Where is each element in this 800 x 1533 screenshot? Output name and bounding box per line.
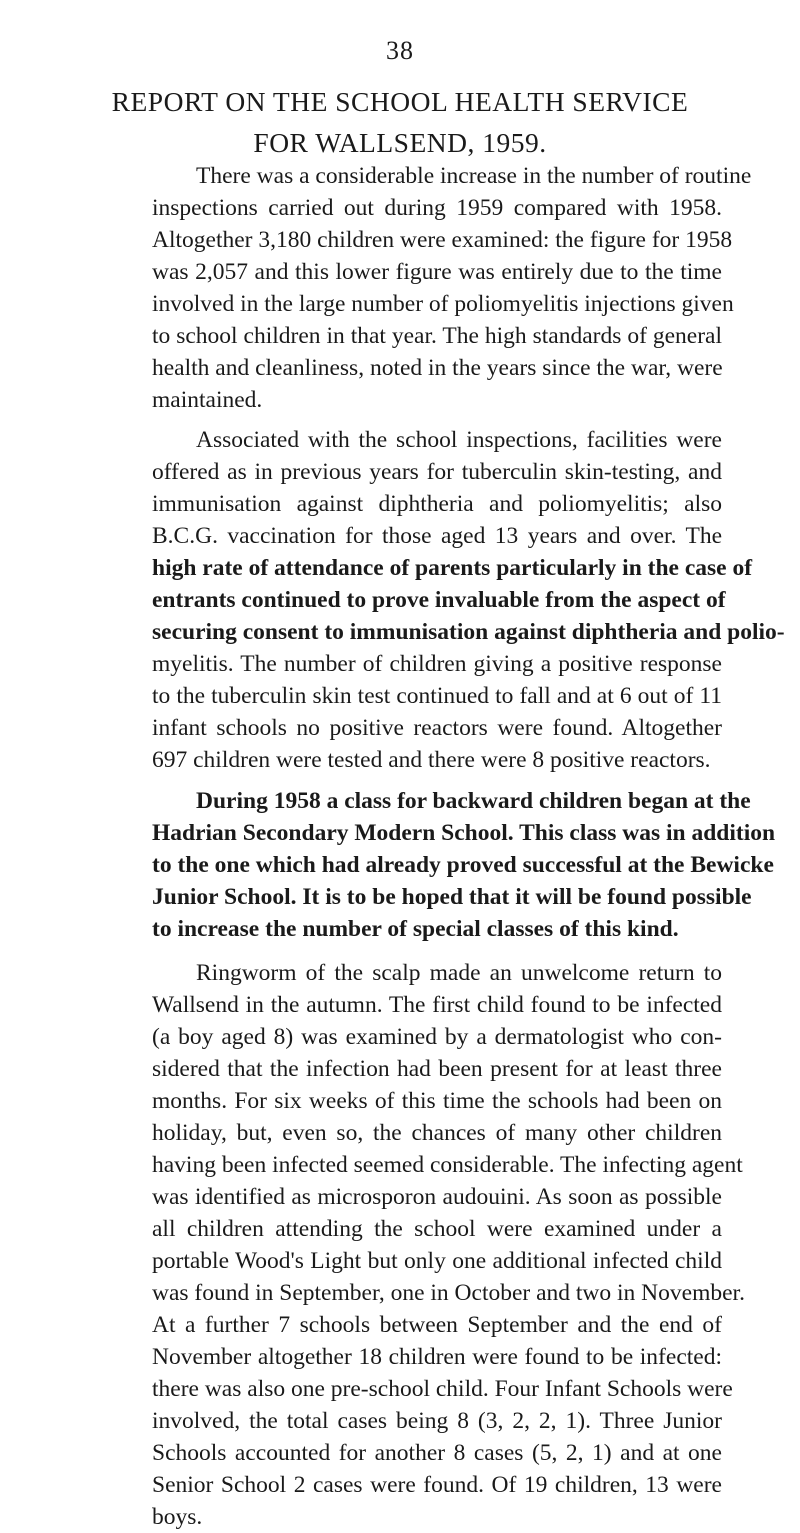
text-line: all children attending the school were examined under a [152, 1216, 722, 1242]
paragraph-inspections [152, 160, 752, 416]
text-line: there was also one pre-school child. Four Infant Schools were [152, 1376, 733, 1402]
text-line: sidered that the infection had been present for at least three [152, 1056, 722, 1082]
text-line: Hadrian Secondary Modern School. This class was in addition [152, 820, 776, 846]
text-line: Ringworm of the scalp made an unwelcome return to [196, 960, 722, 986]
text-line: health and cleanliness, noted in the years since the war, were [152, 355, 723, 381]
text-line: During 1958 a class for backward children began at the [196, 788, 751, 814]
paragraph-immunisation [152, 424, 785, 776]
text-line: Associated with the school inspections, facilities were [196, 427, 722, 453]
paragraph-special-classes [152, 785, 776, 945]
page-number: 38 [386, 36, 414, 65]
text-line: inspections carried out during 1959 compared with 1958. [152, 195, 722, 221]
text-line: At a further 7 schools between September and the end of [152, 1312, 722, 1338]
text-line: There was a considerable increase in the number of routine [196, 163, 752, 189]
text-line: Wallsend in the autumn. The first child found to be infected [152, 992, 722, 1018]
report-subtitle: FOR WALLSEND, 1959. [253, 127, 547, 158]
text-line: (a boy aged 8) was examined by a dermatologist who con- [152, 1024, 722, 1050]
text-line: Schools accounted for another 8 cases (5, 2, 1) and at one [152, 1440, 722, 1466]
text-line: was found in September, one in October and two in November. [152, 1280, 745, 1306]
text-line: to the tuberculin skin test continued to fall and at 6 out of 11 [152, 683, 722, 709]
text-line: having been infected seemed considerable. The infecting agent [152, 1152, 743, 1178]
text-line: B.C.G. vaccination for those aged 13 years and over. The [152, 523, 722, 549]
text-line: myelitis. The number of children giving a positive response [152, 651, 722, 677]
text-line: November altogether 18 children were found to be infected: [152, 1344, 722, 1370]
text-line: securing consent to immunisation against diphtheria and polio- [152, 619, 785, 645]
text-line: high rate of attendance of parents particularly in the case of [152, 555, 753, 581]
text-line: to increase the number of special classes of this kind. [152, 916, 679, 942]
text-line: entrants continued to prove invaluable from the aspect of [152, 587, 726, 613]
text-line: immunisation against diphtheria and poliomyelitis; also [152, 491, 722, 517]
text-line: to the one which had already proved successful at the Bewicke [152, 852, 774, 878]
text-line: involved in the large number of poliomyelitis injections given [152, 291, 734, 317]
text-line: portable Wood's Light but only one additional infected child [152, 1248, 722, 1274]
text-line: Altogether 3,180 children were examined: the figure for 1958 [152, 227, 733, 253]
report-title: REPORT ON THE SCHOOL HEALTH SERVICE [111, 86, 689, 117]
text-line: boys. [152, 1504, 203, 1530]
text-line: offered as in previous years for tuberculin skin-testing, and [152, 459, 722, 485]
text-line: to school children in that year. The high standards of general [152, 323, 722, 349]
paragraph-ringworm [152, 957, 745, 1533]
text-line: months. For six weeks of this time the schools had been on [152, 1088, 722, 1114]
text-line: was identified as microsporon audouini. As soon as possible [152, 1184, 722, 1210]
text-line: infant schools no positive reactors were found. Altogether [152, 715, 722, 741]
text-line: Senior School 2 cases were found. Of 19 children, 13 were [152, 1472, 722, 1498]
text-line: involved, the total cases being 8 (3, 2, 2, 1). Three Junior [152, 1408, 722, 1434]
text-line: holiday, but, even so, the chances of many other children [152, 1120, 722, 1146]
text-line: 697 children were tested and there were 8 positive reactors. [152, 747, 711, 773]
text-line: maintained. [152, 387, 263, 413]
text-line: Junior School. It is to be hoped that it will be found possible [152, 884, 752, 910]
text-line: was 2,057 and this lower figure was entirely due to the time [152, 259, 722, 285]
